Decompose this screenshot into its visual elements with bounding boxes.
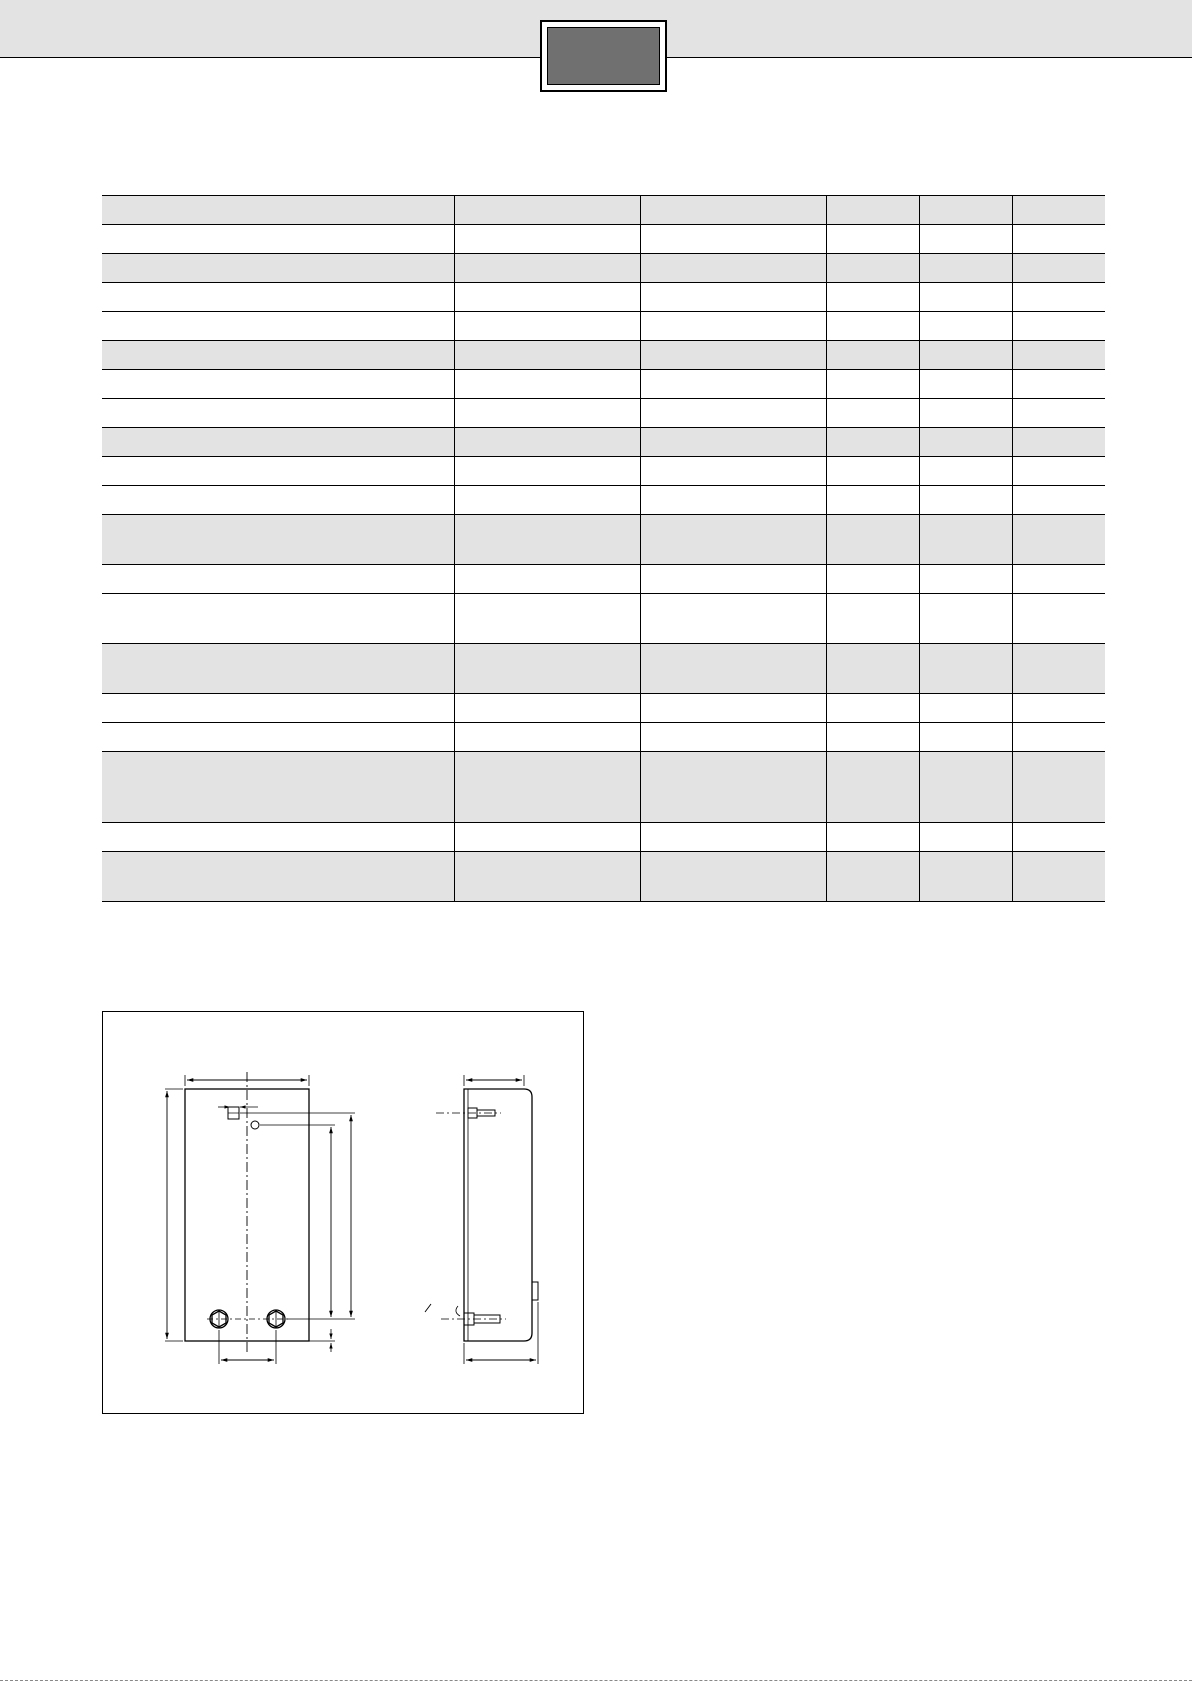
table-cell: [1012, 594, 1105, 644]
table-cell: [640, 594, 826, 644]
table-cell: [454, 752, 640, 823]
table-cell: [1012, 312, 1105, 341]
table-cell: [826, 515, 919, 565]
table-cell: [826, 486, 919, 515]
table-row: [102, 428, 1105, 457]
table-cell: [919, 644, 1012, 694]
table-cell: [640, 486, 826, 515]
table-row: [102, 312, 1105, 341]
table-cell: [1012, 565, 1105, 594]
table-cell: [102, 225, 454, 254]
table-cell: [1012, 428, 1105, 457]
table-cell: [640, 694, 826, 723]
spec-table-body: [102, 196, 1105, 902]
table-row: [102, 852, 1105, 902]
table-cell: [1012, 225, 1105, 254]
section-tab-marker: [540, 20, 667, 92]
table-cell: [919, 723, 1012, 752]
table-cell: [1012, 723, 1105, 752]
table-row: [102, 399, 1105, 428]
table-cell: [102, 196, 454, 225]
table-row: [102, 283, 1105, 312]
table-cell: [640, 823, 826, 852]
table-cell: [1012, 852, 1105, 902]
table-cell: [919, 457, 1012, 486]
table-cell: [1012, 370, 1105, 399]
table-cell: [919, 823, 1012, 852]
table-cell: [102, 312, 454, 341]
table-cell: [919, 283, 1012, 312]
table-cell: [826, 644, 919, 694]
table-cell: [919, 254, 1012, 283]
table-cell: [1012, 752, 1105, 823]
table-cell: [454, 515, 640, 565]
table-cell: [826, 457, 919, 486]
table-cell: [640, 457, 826, 486]
table-cell: [102, 823, 454, 852]
dimension-drawing: [102, 1011, 584, 1414]
table-cell: [1012, 341, 1105, 370]
table-cell: [640, 852, 826, 902]
table-cell: [1012, 283, 1105, 312]
table-cell: [919, 852, 1012, 902]
table-cell: [826, 341, 919, 370]
table-cell: [640, 428, 826, 457]
table-cell: [102, 457, 454, 486]
table-cell: [102, 283, 454, 312]
table-cell: [826, 752, 919, 823]
table-cell: [826, 254, 919, 283]
table-cell: [454, 312, 640, 341]
table-cell: [826, 723, 919, 752]
table-row: [102, 225, 1105, 254]
table-row: [102, 370, 1105, 399]
leader-line: [425, 1304, 431, 1312]
table-cell: [454, 594, 640, 644]
table-cell: [640, 644, 826, 694]
table-cell: [826, 428, 919, 457]
table-cell: [102, 723, 454, 752]
table-cell: [826, 196, 919, 225]
table-cell: [454, 823, 640, 852]
side-bottom-fitting: [441, 1306, 506, 1325]
table-cell: [102, 565, 454, 594]
table-cell: [919, 341, 1012, 370]
table-cell: [919, 694, 1012, 723]
table-cell: [454, 723, 640, 752]
table-cell: [454, 283, 640, 312]
table-cell: [1012, 694, 1105, 723]
table-cell: [102, 594, 454, 644]
table-cell: [919, 312, 1012, 341]
table-cell: [454, 694, 640, 723]
table-cell: [1012, 644, 1105, 694]
table-cell: [1012, 486, 1105, 515]
table-cell: [1012, 457, 1105, 486]
side-tab: [532, 1282, 538, 1300]
table-cell: [454, 196, 640, 225]
table-cell: [454, 399, 640, 428]
table-cell: [640, 723, 826, 752]
table-row: [102, 565, 1105, 594]
table-cell: [640, 752, 826, 823]
table-cell: [454, 486, 640, 515]
table-cell: [454, 852, 640, 902]
dimension-drawing-svg: [103, 1012, 583, 1413]
table-cell: [1012, 254, 1105, 283]
table-cell: [640, 283, 826, 312]
table-row: [102, 752, 1105, 823]
table-cell: [640, 399, 826, 428]
table-cell: [454, 644, 640, 694]
table-cell: [919, 486, 1012, 515]
side-top-fitting: [436, 1108, 501, 1118]
table-cell: [826, 312, 919, 341]
table-cell: [640, 254, 826, 283]
table-cell: [102, 341, 454, 370]
table-cell: [640, 225, 826, 254]
table-cell: [919, 565, 1012, 594]
table-cell: [919, 399, 1012, 428]
table-cell: [454, 341, 640, 370]
table-row: [102, 457, 1105, 486]
table-cell: [826, 594, 919, 644]
table-cell: [826, 399, 919, 428]
front-view: [165, 1072, 355, 1364]
side-body-outline: [464, 1089, 532, 1341]
table-cell: [1012, 399, 1105, 428]
table-cell: [454, 565, 640, 594]
table-cell: [640, 565, 826, 594]
table-cell: [640, 515, 826, 565]
table-cell: [454, 254, 640, 283]
table-cell: [826, 225, 919, 254]
table-cell: [102, 370, 454, 399]
table-cell: [454, 428, 640, 457]
table-cell: [102, 694, 454, 723]
table-row: [102, 823, 1105, 852]
table-cell: [102, 428, 454, 457]
table-cell: [1012, 823, 1105, 852]
page-bottom-edge: [0, 1680, 1192, 1681]
table-cell: [102, 399, 454, 428]
table-cell: [919, 515, 1012, 565]
table-row: [102, 515, 1105, 565]
table-cell: [919, 428, 1012, 457]
table-cell: [826, 852, 919, 902]
table-row: [102, 486, 1105, 515]
table-cell: [640, 341, 826, 370]
table-cell: [826, 823, 919, 852]
spec-table: [102, 195, 1105, 902]
table-cell: [919, 196, 1012, 225]
table-cell: [640, 312, 826, 341]
table-cell: [454, 225, 640, 254]
table-cell: [826, 565, 919, 594]
side-view: [425, 1075, 538, 1364]
table-cell: [102, 254, 454, 283]
table-cell: [919, 752, 1012, 823]
table-cell: [826, 370, 919, 399]
table-cell: [1012, 515, 1105, 565]
table-cell: [826, 694, 919, 723]
table-cell: [919, 370, 1012, 399]
table-cell: [102, 515, 454, 565]
table-cell: [102, 852, 454, 902]
table-row: [102, 341, 1105, 370]
table-row: [102, 254, 1105, 283]
table-cell: [826, 283, 919, 312]
table-cell: [919, 225, 1012, 254]
table-row: [102, 594, 1105, 644]
section-tab-fill: [547, 27, 660, 85]
table-row: [102, 644, 1105, 694]
table-cell: [102, 644, 454, 694]
table-cell: [102, 486, 454, 515]
table-cell: [640, 370, 826, 399]
table-cell: [102, 752, 454, 823]
table-row: [102, 196, 1105, 225]
mounting-hole: [251, 1121, 259, 1129]
table-cell: [454, 457, 640, 486]
table-row: [102, 694, 1105, 723]
table-row: [102, 723, 1105, 752]
table-cell: [454, 370, 640, 399]
table-cell: [1012, 196, 1105, 225]
table-cell: [640, 196, 826, 225]
table-cell: [919, 594, 1012, 644]
